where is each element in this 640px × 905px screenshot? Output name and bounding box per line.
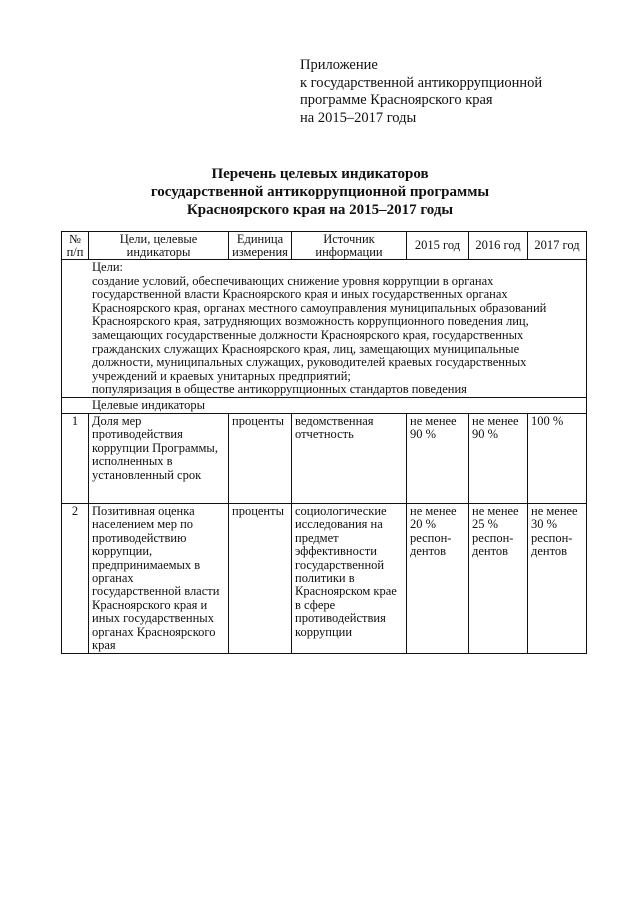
row-indicator-name: Доля мер противодействия коррупции Программы, исполненных в установленный срок: [89, 413, 229, 503]
goals-text-2: популяризация в обществе антикоррупционных стандартов поведения: [92, 382, 467, 397]
row-value-2015: не менее 20 % респон-дентов: [407, 503, 469, 653]
title-line: государственной антикоррупционной программы: [150, 184, 490, 200]
row-value-2015: не менее 90 %: [407, 413, 469, 503]
indicators-subheader-row: [62, 397, 587, 413]
row-value-2017: 100 %: [528, 413, 587, 503]
row-value-2017: не менее 30 % респон-дентов: [528, 503, 587, 653]
table-row: [62, 413, 587, 503]
appendix-line: к государственной антикоррупционной: [300, 74, 543, 91]
indicators-table: [61, 231, 587, 654]
row-source: социологические исследования на предмет эффективности государственной политики в Красноярском крае в сфере противодействия коррупции: [292, 503, 407, 653]
header-num: № п/п: [62, 232, 89, 260]
goals-text: создание условий, обеспечивающих снижение уровня коррупции в органах государственной власти Красноярского края и иных государственных органах Красноярского края, органах местного самоуправления муниципальных образований Красноярского края, затрудняющих возможность коррупционного поведения лиц, замещающих государственные должности Красноярского края, государственных гражданских служащих Красноярского края, лиц, замещающих муниципальные должности, муниципальных служащих, руководителей краевых государственных учреждений и краевых унитарных предприятий;: [92, 273, 547, 383]
table-row: [62, 503, 587, 653]
header-source: Источник информации: [292, 232, 407, 260]
appendix-line: на 2015–2017 годы: [300, 109, 417, 126]
goals-label: Цели:: [92, 260, 123, 274]
row-num: 2: [62, 503, 89, 653]
goals-cell: [62, 260, 587, 398]
header-goals: Цели, целевые индикаторы: [89, 232, 229, 260]
header-unit: Единица измерения: [229, 232, 292, 260]
row-source: ведомственная отчетность: [292, 413, 407, 503]
row-unit: проценты: [229, 503, 292, 653]
header-2015: 2015 год: [407, 232, 469, 260]
indicators-label: Целевые индикаторы: [62, 397, 587, 413]
goals-row: [62, 260, 587, 398]
table-header-row: [62, 232, 587, 260]
row-value-2016: не менее 25 % респон-дентов: [469, 503, 528, 653]
row-indicator-name: Позитивная оценка населением мер по противодействию коррупции, предпринимаемых в органах государственной власти Красноярского края и иных государственных органах Красноярского края: [89, 503, 229, 653]
row-value-2016: не менее 90 %: [469, 413, 528, 503]
row-unit: проценты: [229, 413, 292, 503]
title-line: Красноярского края на 2015–2017 годы: [186, 202, 454, 218]
row-num: 1: [62, 413, 89, 503]
appendix-line: программе Красноярского края: [300, 92, 493, 108]
appendix-line: Приложение: [300, 57, 378, 73]
document-title: [0, 165, 640, 219]
header-2017: 2017 год: [528, 232, 587, 260]
header-2016: 2016 год: [469, 232, 528, 260]
title-line: Перечень целевых индикаторов: [211, 166, 429, 182]
appendix-header: [300, 57, 542, 127]
